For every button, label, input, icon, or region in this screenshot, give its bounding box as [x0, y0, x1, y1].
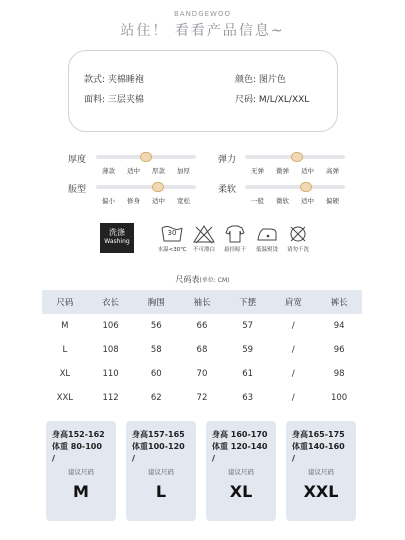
page-headline: 站住！ 看看产品信息~: [120, 23, 285, 39]
hand-wash-30-icon: [160, 224, 184, 244]
info-color: 颜色: 图片色: [235, 75, 286, 85]
slider-label-softness: 柔软: [218, 185, 237, 195]
care-caption: 悬挂晾干: [223, 247, 246, 253]
no-dry-clean-icon: [288, 224, 308, 244]
no-bleach-icon: [193, 224, 215, 244]
table-cell: 112: [102, 393, 119, 403]
slider-option: 适中: [127, 167, 140, 175]
size-table-title-text: 尺码表: [175, 275, 200, 284]
recommend-weight: 体重100-120: [132, 442, 185, 451]
size-table-unit: (单位: CM): [199, 277, 230, 284]
washing-label-cn: 洗涤: [109, 228, 125, 237]
slider-option: 加厚: [177, 167, 190, 175]
care-caption: 水温<30℃: [157, 247, 187, 253]
table-cell: 57: [242, 321, 254, 331]
table-cell: M: [61, 321, 69, 331]
recommend-weight: 体重140-160: [292, 442, 345, 451]
slider-option: 适中: [301, 197, 314, 205]
size-table-header: [42, 290, 362, 314]
table-cell: 63: [242, 393, 254, 403]
table-row: [42, 314, 362, 338]
column-header: 肩宽: [271, 290, 317, 314]
column-header: 尺码: [42, 290, 88, 314]
care-caption: 低温熨烫: [255, 247, 278, 253]
table-cell: 106: [102, 321, 119, 331]
recommend-note: 建议尺码: [68, 468, 94, 476]
size-recommend-card-xxl: [286, 421, 356, 521]
table-cell: /: [291, 321, 295, 331]
recommend-size: M: [73, 482, 89, 501]
care-caption: 不可漂白: [192, 247, 215, 253]
slider-track-softness: [245, 185, 345, 189]
recommend-note: 建议尺码: [148, 468, 174, 476]
slider-option: 薄款: [102, 167, 115, 175]
table-cell: 68: [196, 345, 208, 355]
recommend-weight: 体重 80-100: [52, 442, 102, 451]
recommend-note: 建议尺码: [228, 468, 254, 476]
size-recommend-card-l: [126, 421, 196, 521]
size-recommend-card-xl: [206, 421, 276, 521]
slider-label-fit: 版型: [68, 185, 87, 195]
table-cell: 110: [102, 369, 119, 379]
table-row: [42, 386, 362, 410]
column-header: 胸围: [133, 290, 179, 314]
table-cell: L: [62, 345, 68, 355]
table-cell: /: [291, 345, 295, 355]
recommend-slash: /: [292, 454, 295, 463]
table-row: [42, 362, 362, 386]
slider-track-fit: [96, 185, 196, 189]
table-cell: 100: [330, 393, 348, 403]
info-style: 款式: 夹棉睡袍: [84, 75, 144, 85]
recommend-slash: /: [52, 454, 55, 463]
column-header: 下摆: [225, 290, 271, 314]
recommend-size: L: [155, 482, 167, 501]
recommend-size: XL: [229, 482, 253, 501]
slider-option: 宽松: [177, 197, 190, 205]
column-header: 衣长: [88, 290, 134, 314]
table-cell: XXL: [56, 393, 74, 403]
table-cell: XL: [59, 369, 71, 379]
table-cell: 72: [196, 393, 208, 403]
table-cell: 108: [102, 345, 119, 355]
slider-label-elasticity: 弹力: [218, 155, 237, 165]
size-table-title: [0, 274, 405, 285]
recommend-height: 身高 160-170: [212, 430, 268, 439]
column-header: 袖长: [179, 290, 225, 314]
slider-knob-softness: [300, 182, 312, 192]
slider-option: 无弹: [251, 167, 264, 175]
brand-label: BANDGEWOO: [173, 10, 231, 18]
recommend-size: XXL: [303, 482, 339, 501]
recommend-height: 身高165-175: [292, 430, 345, 439]
recommend-weight: 体重 120-140: [212, 442, 268, 451]
table-cell: 96: [333, 345, 345, 355]
wash-temp-number: 30: [167, 229, 177, 237]
table-cell: 98: [333, 369, 345, 379]
recommend-slash: /: [132, 454, 135, 463]
table-cell: 61: [242, 369, 254, 379]
recommend-note: 建议尺码: [308, 468, 334, 476]
low-temp-iron-icon: [255, 224, 279, 244]
table-cell: 70: [196, 369, 208, 379]
slider-option: 偏硬: [326, 197, 339, 205]
slider-knob-fit: [152, 182, 164, 192]
table-cell: /: [291, 369, 295, 379]
table-cell: 62: [150, 393, 162, 403]
size-table: [42, 290, 362, 410]
slider-label-thickness: 厚度: [68, 155, 87, 165]
table-cell: 94: [333, 321, 345, 331]
size-recommend-card-m: [46, 421, 116, 521]
table-cell: /: [291, 393, 295, 403]
table-cell: 59: [242, 345, 254, 355]
slider-option: 微软: [276, 197, 289, 205]
washing-label-box: [100, 223, 134, 253]
table-cell: 60: [150, 369, 162, 379]
table-cell: 56: [150, 321, 162, 331]
slider-knob-elasticity: [291, 152, 303, 162]
info-fabric: 面料: 三层夹棉: [84, 95, 144, 105]
table-cell: 58: [150, 345, 162, 355]
slider-option: 厚款: [152, 167, 165, 175]
slider-option: 微弹: [276, 167, 289, 175]
slider-option: 高弹: [326, 167, 339, 175]
info-sizes: 尺码: M/L/XL/XXL: [235, 95, 310, 105]
slider-option: 一般: [251, 197, 264, 205]
slider-option: 适中: [152, 197, 165, 205]
care-caption: 请勿干洗: [286, 247, 309, 253]
table-row: [42, 338, 362, 362]
slider-option: 适中: [301, 167, 314, 175]
recommend-height: 身高157-165: [132, 430, 185, 439]
recommend-height: 身高152-162: [52, 430, 105, 439]
hang-dry-icon: [224, 224, 246, 244]
slider-option: 偏小: [102, 197, 115, 205]
column-header: 裤长: [316, 290, 362, 314]
recommend-slash: /: [212, 454, 215, 463]
slider-knob-thickness: [140, 152, 152, 162]
table-cell: 66: [196, 321, 208, 331]
product-info-card: [68, 50, 338, 132]
slider-option: 修身: [127, 197, 140, 205]
washing-label-en: Washing: [104, 238, 130, 245]
